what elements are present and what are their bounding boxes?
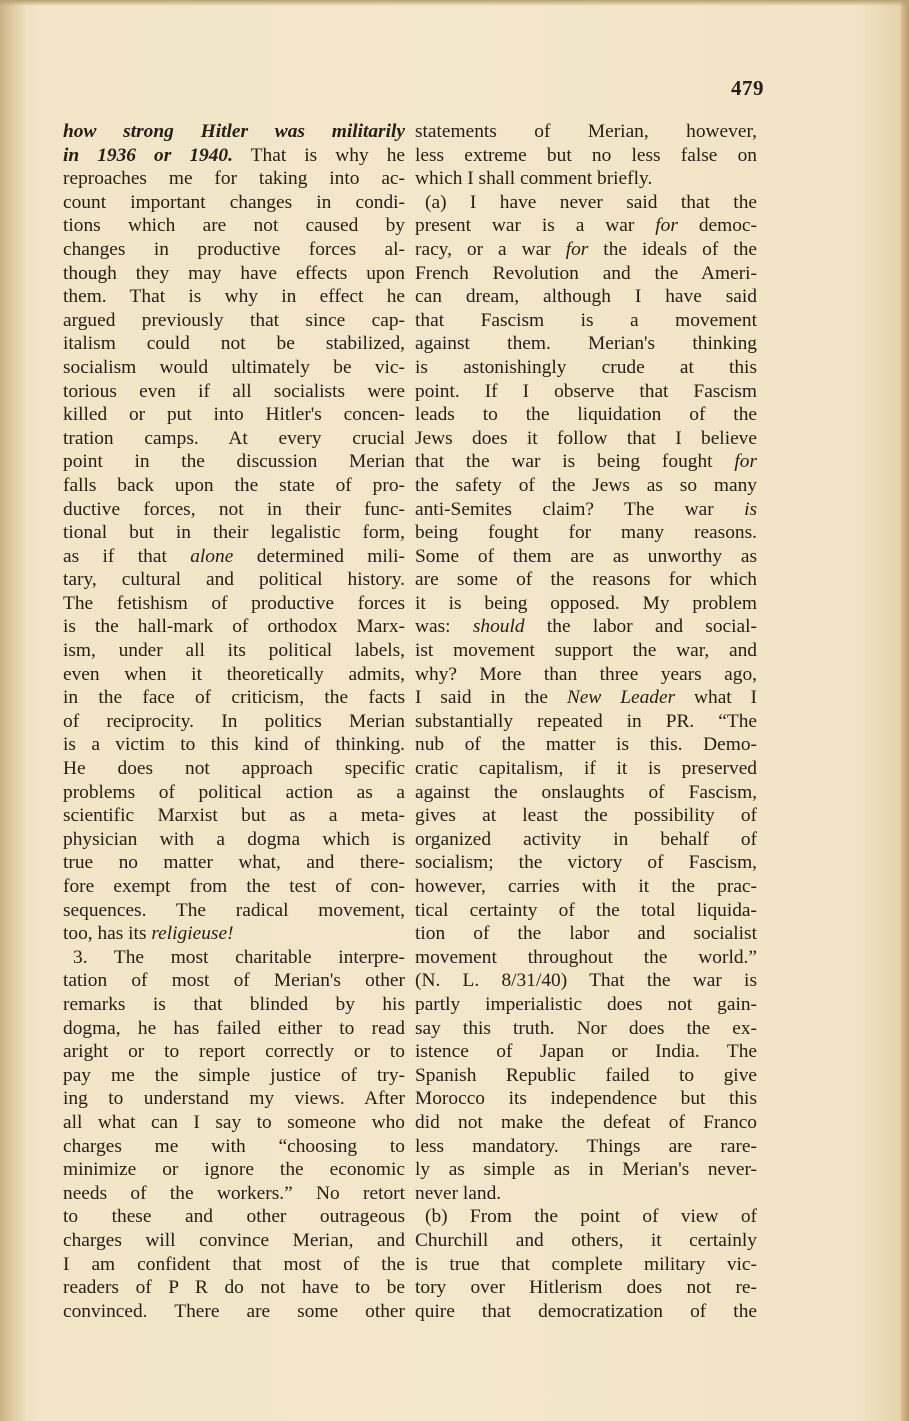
text-line: I said in the New Leader what I — [415, 687, 757, 709]
text-line: less extreme but no less false on — [415, 144, 757, 166]
text-line: tary, cultural and political history. — [63, 569, 405, 591]
text-line: in 1936 or 1940. That is why he — [63, 144, 405, 166]
text-line: tional but in their legalistic form, — [63, 522, 405, 544]
text-line: partly imperialistic does not gain- — [415, 993, 757, 1015]
text-line: point in the discussion Merian — [63, 451, 405, 473]
text-line: organized activity in behalf of — [415, 828, 757, 850]
text-line: that the war is being fought for — [415, 451, 757, 473]
text-line: italism could not be stabilized, — [63, 333, 405, 355]
text-line: statements of Merian, however, — [415, 121, 757, 142]
text-line: how strong Hitler was militarily — [63, 121, 405, 142]
text-line: was: should the labor and social- — [415, 616, 757, 638]
text-line: ly as simple as in Merian's never- — [415, 1159, 757, 1181]
text-line: tation of most of Merian's other — [63, 970, 405, 992]
text-line: gives at least the possibility of — [415, 805, 757, 827]
text-line: present war is a war for democ- — [415, 215, 757, 237]
text-line: which I shall comment briefly. — [415, 168, 653, 190]
text-line: even when it theoretically admits, — [63, 663, 405, 685]
text-line: socialism would ultimately be vic- — [63, 356, 405, 378]
text-line: them. That is why in effect he — [63, 286, 405, 308]
text-line: (a) I have never said that the — [425, 191, 757, 213]
text-line: quire that democratization of the — [415, 1300, 757, 1322]
text-line: ism, under all its political labels, — [63, 640, 405, 662]
text-line: He does not approach specific — [63, 758, 405, 780]
text-line: however, carries with it the prac- — [415, 876, 757, 897]
text-line: dogma, he has failed either to read — [63, 1017, 405, 1039]
left-text-column — [63, 120, 405, 1323]
text-line: Jews does it follow that I believe — [415, 427, 757, 449]
text-line: tory over Hitlerism does not re- — [415, 1277, 757, 1299]
text-line: scientific Marxist but as a meta- — [63, 805, 405, 827]
page-number: 479 — [731, 76, 764, 100]
text-line: I am confident that most of the — [63, 1253, 405, 1275]
text-line: that Fascism is a movement — [415, 309, 757, 331]
text-line: convinced. There are some other — [63, 1300, 405, 1322]
text-line: needs of the workers.” No retort — [63, 1182, 405, 1204]
text-line: charges me with “choosing to — [63, 1135, 405, 1157]
text-line: tical certainty of the total liquida- — [415, 899, 757, 921]
text-line: can dream, although I have said — [415, 286, 757, 308]
text-line: ing to understand my views. After — [63, 1088, 405, 1110]
text-line: point. If I observe that Fascism — [415, 380, 757, 402]
text-line: cratic capitalism, if it is preserved — [415, 758, 757, 780]
text-line: the safety of the Jews as so many — [415, 474, 757, 496]
text-line: Spanish Republic failed to give — [415, 1064, 757, 1086]
text-line: sequences. The radical movement, — [63, 899, 405, 921]
text-line: The fetishism of productive forces — [63, 592, 405, 614]
text-line: French Revolution and the Ameri- — [415, 262, 757, 284]
text-line: true no matter what, and there- — [63, 852, 405, 874]
text-line: readers of P R do not have to be — [63, 1277, 405, 1299]
text-line: movement throughout the world.” — [415, 946, 757, 968]
text-line: tration camps. At every crucial — [63, 427, 405, 449]
text-line: Morocco its independence but this — [415, 1088, 757, 1110]
text-line: did not make the defeat of Franco — [415, 1111, 757, 1133]
text-line: Churchill and others, it certainly — [415, 1229, 757, 1251]
text-line: it is being opposed. My problem — [415, 592, 757, 614]
text-line: is a victim to this kind of thinking. — [63, 734, 405, 756]
text-line: is astonishingly crude at this — [415, 356, 757, 378]
text-line: of reciprocity. In politics Merian — [63, 710, 405, 732]
text-line: socialism; the victory of Fascism, — [415, 852, 757, 874]
text-line: too, has its religieuse! — [63, 923, 234, 945]
text-line: why? More than three years ago, — [415, 663, 757, 685]
text-line: in the face of criticism, the facts — [63, 687, 405, 709]
text-line: racy, or a war for the ideals of the — [415, 238, 757, 260]
text-line: falls back upon the state of pro- — [63, 474, 405, 496]
text-line: Some of them are as unworthy as — [415, 545, 757, 567]
top-page-edge — [0, 0, 909, 6]
binding-shadow — [0, 0, 26, 1421]
text-line: reproaches me for taking into ac- — [63, 168, 405, 190]
text-line: (N. L. 8/31/40) That the war is — [415, 970, 757, 992]
text-line: is the hall-mark of orthodox Marx- — [63, 616, 405, 638]
text-line: say this truth. Nor does the ex- — [415, 1017, 757, 1039]
text-line: leads to the liquidation of the — [415, 404, 757, 426]
text-line: argued previously that since cap- — [63, 309, 405, 331]
text-line: charges will convince Merian, and — [63, 1229, 405, 1251]
text-line: count important changes in condi- — [63, 191, 405, 213]
text-line: against them. Merian's thinking — [415, 333, 757, 355]
text-line: pay me the simple justice of try- — [63, 1064, 405, 1086]
text-line: aright or to report correctly or to — [63, 1041, 405, 1063]
text-line: physician with a dogma which is — [63, 828, 405, 850]
text-line: (b) From the point of view of — [425, 1206, 757, 1228]
text-line: never land. — [415, 1182, 502, 1204]
text-line: tions which are not caused by — [63, 215, 405, 237]
text-line: changes in productive forces al- — [63, 238, 405, 260]
text-line: killed or put into Hitler's concen- — [63, 404, 405, 426]
text-line: substantially repeated in PR. “The — [415, 710, 757, 732]
page-edge — [901, 0, 909, 1421]
text-line: being fought for many reasons. — [415, 522, 757, 544]
text-line: against the onslaughts of Fascism, — [415, 781, 757, 803]
text-line: though they may have effects upon — [63, 262, 405, 284]
right-text-column — [415, 120, 757, 1323]
text-line: ductive forces, not in their func- — [63, 498, 405, 520]
text-line: minimize or ignore the economic — [63, 1159, 405, 1181]
text-line: to these and other outrageous — [63, 1206, 405, 1228]
text-line: nub of the matter is this. Demo- — [415, 734, 757, 756]
text-line: fore exempt from the test of con- — [63, 876, 405, 897]
text-line: as if that alone determined mili- — [63, 545, 405, 567]
text-line: less mandatory. Things are rare- — [415, 1135, 757, 1157]
text-line: istence of Japan or India. The — [415, 1041, 757, 1063]
text-line: all what can I say to someone who — [63, 1111, 405, 1133]
text-line: are some of the reasons for which — [415, 569, 757, 591]
text-line: anti-Semites claim? The war is — [415, 498, 757, 520]
text-line: remarks is that blinded by his — [63, 993, 405, 1015]
text-line: 3. The most charitable interpre- — [73, 946, 405, 968]
text-line: problems of political action as a — [63, 781, 405, 803]
text-line: ist movement support the war, and — [415, 640, 757, 662]
text-line: torious even if all socialists were — [63, 380, 405, 402]
text-line: tion of the labor and socialist — [415, 923, 757, 945]
text-line: is true that complete military vic- — [415, 1253, 757, 1275]
